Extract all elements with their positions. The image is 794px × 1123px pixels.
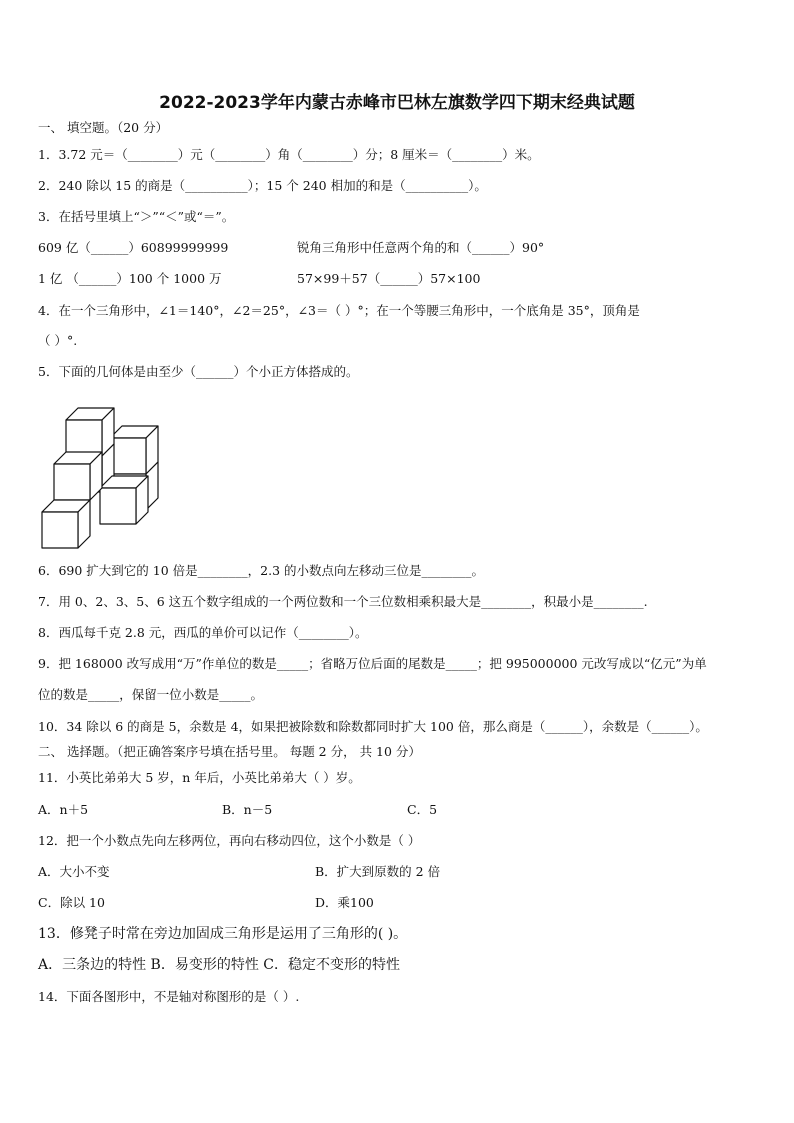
cube-stack-figure [38, 402, 168, 552]
question-8: 8．西瓜每千克 2.8 元，西瓜的单价可以记作（________）。 [38, 625, 368, 640]
question-10: 10．34 除以 6 的商是 5，余数是 4，如果把被除数和除数都同时扩大 100 倍，那么商是（______），余数是（______）。 [38, 719, 708, 734]
cube-front-right [100, 476, 148, 524]
page-title: 2022-2023学年内蒙古赤峰市巴林左旗数学四下期末经典试题 [159, 93, 635, 113]
question-11-option-c: C．5 [407, 802, 438, 817]
question-12: 12．把一个小数点先向左移两位，再向右移动四位，这个小数是（ ） [38, 833, 421, 848]
question-11: 11．小英比弟弟大 5 岁，n 年后，小英比弟弟大（ ）岁。 [38, 770, 361, 785]
question-6: 6．690 扩大到它的 10 倍是________，2.3 的小数点向左移动三位是________。 [38, 563, 484, 578]
question-14: 14．下面各图形中，不是轴对称图形的是（ ）. [38, 989, 300, 1004]
section-fill-in-heading: 一、 填空题。（20 分） [38, 120, 169, 135]
cube-front-left-bottom [42, 500, 90, 548]
question-7: 7．用 0、2、3、5、6 这五个数字组成的一个两位数和一个三位数相乘积最大是________，积最小是________. [38, 594, 648, 609]
cube-front-left-top [54, 452, 102, 500]
question-5: 5．下面的几何体是由至少（______）个小正方体搭成的。 [38, 364, 359, 379]
question-13-options: A．三条边的特性 B．易变形的特性 C．稳定不变形的特性 [38, 957, 401, 973]
question-9-line-2: 位的数是_____，保留一位小数是_____。 [38, 687, 264, 702]
question-4-line-1: 4．在一个三角形中，∠1＝140°，∠2＝25°，∠3＝（ ）°；在一个等腰三角形中，一个底角是 35°，顶角是 [38, 303, 640, 318]
question-1: 1．3.72 元＝（________）元（________）角（________）分；8 厘米＝（________）米。 [38, 147, 540, 162]
question-12-option-d: D．乘100 [315, 895, 374, 910]
question-11-option-b: B．n－5 [222, 802, 273, 817]
question-2: 2．240 除以 15 的商是（__________）；15 个 240 相加的和是（__________）。 [38, 178, 487, 193]
cube-back-right-top [110, 426, 158, 474]
question-3-item-b: 锐角三角形中任意两个角的和（______）90° [297, 240, 545, 255]
question-12-option-a: A．大小不变 [38, 864, 110, 879]
question-11-option-a: A．n＋5 [38, 802, 89, 817]
question-3-item-d: 57×99＋57（______）57×100 [297, 271, 481, 286]
question-9-line-1: 9．把 168000 改写成用“万”作单位的数是_____；省略万位后面的尾数是_____；把 995000000 元改写成以“亿元”为单 [38, 656, 707, 671]
question-3-item-a: 609 亿（______）60899999999 [38, 240, 229, 255]
question-4-line-2: （ ）°. [38, 333, 78, 348]
question-13: 13．修凳子时常在旁边加固成三角形是运用了三角形的( )。 [38, 926, 408, 942]
question-3: 3．在括号里填上“＞”“＜”或“＝”。 [38, 209, 235, 224]
question-3-item-c: 1 亿 （______）100 个 1000 万 [38, 271, 222, 286]
cube-middle-top [66, 408, 114, 456]
section-multiple-choice-heading: 二、 选择题。（把正确答案序号填在括号里。 每题 2 分， 共 10 分） [38, 744, 421, 759]
question-12-option-c: C．除以 10 [38, 895, 105, 910]
question-12-option-b: B．扩大到原数的 2 倍 [315, 864, 441, 879]
